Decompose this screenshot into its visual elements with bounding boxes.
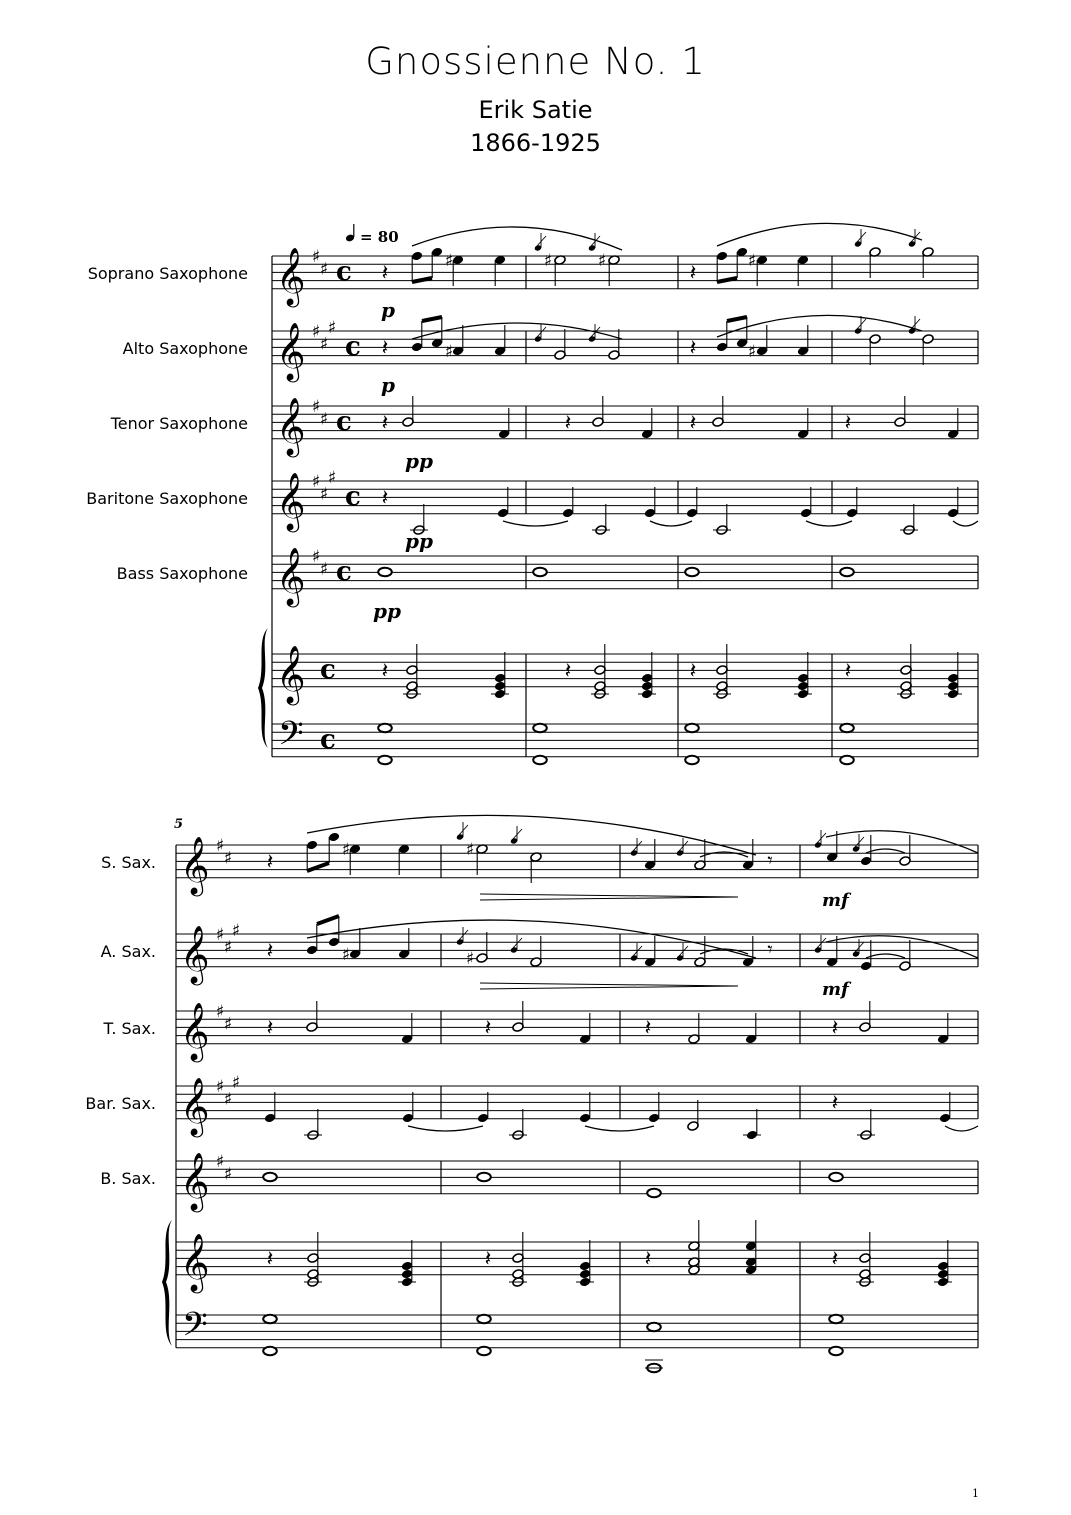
sharp-sign: ♯ [319, 259, 329, 280]
composer-name: Erik Satie [478, 96, 593, 124]
tie [408, 1126, 483, 1131]
whole-note [477, 1315, 491, 1323]
tie [503, 521, 568, 526]
instrument-name-bass: Bass Saxophone [116, 564, 248, 583]
page-title: Gnossienne No. 1 [365, 40, 706, 83]
quarter-rest: 𝄽 [484, 1016, 492, 1041]
whole-note [378, 568, 392, 576]
dynamic-soprano-mf: mf [822, 890, 849, 911]
treble-clef: 𝄞 [276, 547, 306, 605]
tie [585, 1126, 654, 1131]
instrument-name-baritone: Baritone Saxophone [86, 489, 248, 508]
quarter-rest: 𝄽 [831, 1091, 839, 1116]
dynamic-alto-mf: mf [822, 979, 849, 1000]
beam [317, 916, 339, 924]
whole-note [533, 724, 547, 732]
treble-clef: 𝄞 [180, 1077, 210, 1135]
common-time: c [336, 407, 352, 437]
sharp-sign: ♯ [341, 945, 351, 965]
common-time: c [320, 655, 336, 685]
quarter-rest: 𝄽 [564, 411, 572, 436]
piano-brace-system2 [162, 1220, 172, 1346]
treble-clef: 𝄞 [180, 836, 210, 894]
quarter-rest: 𝄽 [266, 1247, 274, 1272]
common-time: c [345, 482, 361, 512]
quarter-rest: 𝄽 [844, 659, 852, 684]
slur [717, 223, 922, 246]
bass-clef: 𝄢 [278, 715, 304, 761]
whole-note [263, 1173, 277, 1181]
sharp-sign: ♯ [747, 251, 757, 271]
quarter-rest: 𝄽 [831, 1247, 839, 1272]
sharp-sign: ♯ [311, 397, 321, 417]
sharp-sign: ♯ [747, 342, 757, 362]
common-time: c [320, 725, 336, 755]
tie [953, 521, 978, 526]
sharp-sign: ♯ [341, 840, 351, 860]
sharp-sign: ♯ [327, 317, 337, 338]
beam [422, 317, 442, 321]
sharp-sign: ♯ [223, 848, 233, 869]
whole-note [378, 724, 392, 732]
common-time: c [345, 332, 361, 362]
grace-slash [459, 930, 468, 940]
whole-note [647, 1189, 661, 1197]
dynamic-soprano: p [381, 298, 395, 322]
whole-note [477, 1173, 491, 1181]
beam [727, 317, 747, 321]
notes [263, 229, 962, 1372]
quarter-rest: 𝄽 [564, 659, 572, 684]
beam [717, 278, 737, 282]
treble-clef: 𝄞 [180, 925, 210, 983]
sharp-sign: ♯ [465, 840, 475, 860]
grace-slash [459, 825, 468, 835]
sharp-sign: ♯ [215, 1002, 225, 1022]
quarter-rest: 𝄽 [831, 1016, 839, 1041]
dynamic-alto: p [381, 373, 395, 397]
bass-clef: 𝄢 [182, 1306, 208, 1352]
tie [945, 1126, 978, 1131]
tie [866, 954, 905, 958]
quarter-rest: 𝄽 [484, 1247, 492, 1272]
quarter-rest: 𝄽 [689, 659, 697, 684]
whole-note [685, 724, 699, 732]
eighth-rest: 𝄾 [767, 937, 773, 961]
whole-note [477, 1347, 491, 1355]
sharp-sign: ♯ [597, 251, 607, 271]
dynamic-tenor: pp [405, 449, 433, 473]
quarter-rest: 𝄽 [381, 261, 389, 286]
sharp-sign: ♯ [444, 342, 454, 362]
grace-slash [857, 232, 866, 242]
grace-slash [513, 829, 522, 839]
grace-slash [857, 319, 866, 329]
whole-note [840, 568, 854, 576]
whole-note [829, 1173, 843, 1181]
quarter-rest: 𝄽 [689, 336, 697, 361]
tempo-text: = 80 [360, 228, 399, 246]
sharp-sign: ♯ [215, 1077, 225, 1097]
clefs [180, 247, 756, 1352]
whole-note [685, 756, 699, 764]
whole-note [263, 1315, 277, 1323]
sharp-sign: ♯ [231, 920, 241, 941]
common-time: c [336, 557, 352, 587]
instrument-abbr-bass: B. Sax. [100, 1169, 156, 1188]
grace-slash [633, 841, 642, 851]
sharp-sign: ♯ [319, 409, 329, 430]
instrument-name-alto: Alto Saxophone [122, 339, 248, 358]
quarter-rest: 𝄽 [266, 850, 274, 875]
sharp-sign: ♯ [319, 559, 329, 580]
tempo-marking [345, 224, 399, 246]
sharp-sign: ♯ [223, 937, 233, 958]
sharp-sign: ♯ [319, 484, 329, 505]
slur [307, 920, 756, 958]
sharp-sign: ♯ [311, 322, 321, 342]
instrument-abbr-tenor: T. Sax. [103, 1019, 156, 1038]
sharp-sign: ♯ [311, 472, 321, 492]
whole-note [829, 1315, 843, 1323]
whole-note [840, 724, 854, 732]
slur [826, 936, 978, 958]
grace-slash [817, 938, 826, 948]
diminuendo-hairpin-soprano [480, 894, 738, 900]
whole-note [829, 1347, 843, 1355]
instrument-abbr-baritone: Bar. Sax. [85, 1094, 156, 1113]
quarter-rest: 𝄽 [689, 411, 697, 436]
sharp-sign: ♯ [231, 1072, 241, 1093]
whole-note [840, 756, 854, 764]
grace-slash [679, 841, 688, 851]
sharp-sign: ♯ [444, 251, 454, 271]
grace-slash [513, 938, 522, 948]
diminuendo-hairpin-alto [480, 983, 738, 989]
whole-note [647, 1323, 661, 1331]
whole-note [378, 756, 392, 764]
quarter-rest: 𝄽 [266, 1016, 274, 1041]
measure-number: 5 [174, 817, 184, 832]
tie [866, 849, 905, 853]
quarter-rest: 𝄽 [644, 1016, 652, 1041]
page-number: 1 [972, 1487, 979, 1500]
slur [717, 315, 922, 337]
sharp-sign: ♯ [311, 547, 321, 567]
common-time: c [336, 257, 352, 287]
dynamic-bass: pp [373, 599, 401, 623]
tie [806, 521, 852, 526]
quarter-rest: 𝄽 [381, 411, 389, 436]
composer-dates: 1866-1925 [470, 129, 601, 157]
sharp-sign: ♯ [215, 836, 225, 856]
beam [412, 278, 432, 282]
sharp-sign: ♯ [223, 1089, 233, 1110]
treble-clef: 𝄞 [180, 1152, 210, 1210]
sharp-sign: ♯ [215, 1152, 225, 1172]
eighth-rest: 𝄾 [767, 848, 773, 872]
quarter-rest: 𝄽 [689, 261, 697, 286]
quarter-rest: 𝄽 [644, 1247, 652, 1272]
quarter-rest: 𝄽 [381, 486, 389, 511]
whole-note [263, 1347, 277, 1355]
whole-note [685, 568, 699, 576]
treble-clef: 𝄞 [276, 472, 306, 530]
quarter-rest: 𝄽 [266, 939, 274, 964]
quarter-rest: 𝄽 [381, 659, 389, 684]
sharp-sign: ♯ [327, 467, 337, 488]
sharp-sign: ♯ [465, 949, 475, 969]
sharp-sign: ♯ [319, 334, 329, 355]
grace-slash [817, 833, 826, 843]
instrument-name-soprano: Soprano Saxophone [87, 264, 248, 283]
grace-slash [537, 327, 546, 337]
grace-slash [679, 946, 688, 956]
slur [826, 831, 978, 853]
slur [307, 815, 756, 855]
dynamic-baritone: pp [405, 529, 433, 553]
whole-note [533, 568, 547, 576]
sharp-sign: ♯ [223, 1014, 233, 1035]
tie [650, 521, 692, 526]
treble-clef: 𝄞 [276, 322, 306, 380]
quarter-rest: 𝄽 [844, 411, 852, 436]
sharp-sign: ♯ [543, 251, 553, 271]
instrument-name-tenor: Tenor Saxophone [110, 414, 248, 433]
treble-clef: 𝄞 [180, 1002, 210, 1060]
whole-note [533, 756, 547, 764]
treble-clef: 𝄞 [180, 1233, 210, 1291]
sharp-sign: ♯ [311, 247, 321, 267]
treble-clef: 𝄞 [276, 247, 306, 305]
sharp-sign: ♯ [215, 925, 225, 945]
grace-slash [633, 946, 642, 956]
quarter-rest: 𝄽 [381, 336, 389, 361]
treble-clef: 𝄞 [276, 645, 306, 703]
sharp-sign: ♯ [223, 1164, 233, 1185]
instrument-abbr-alto: A. Sax. [100, 942, 156, 961]
treble-clef: 𝄞 [276, 397, 306, 455]
instrument-abbr-soprano: S. Sax. [101, 853, 156, 872]
grace-slash [537, 236, 546, 246]
piano-brace-system1 [258, 628, 268, 748]
